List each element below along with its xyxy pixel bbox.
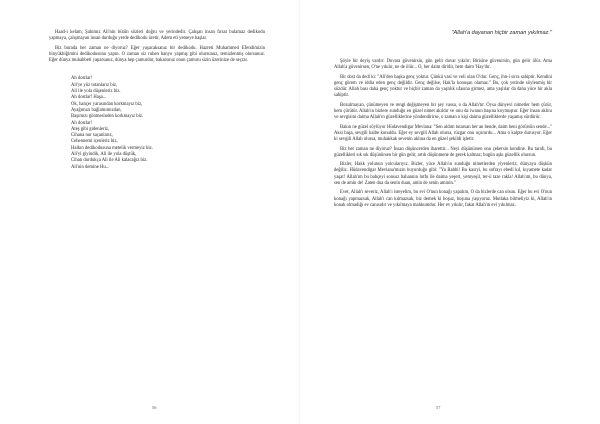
- paragraph: Biz her zaman ne diyoruz? İnsan düşüncerden ibarettir... Neyi düşünürsen onu çekersin kendine. Bu tarafı, bu güzellikleri sık sık düşünürsen bir gün gelir, artık düşünmene de gerek kalmaz; bugün aşkı güzellik olursun.: [334, 146, 552, 158]
- chapter-title: "Allah'a dayanan hiçbir zaman yıkılmaz.": [451, 30, 552, 36]
- poem-line: Ali'yi giyindik, Ali ile yola düştük,: [71, 152, 137, 158]
- poem-line: Cehennemi içenleriz biz,: [71, 139, 118, 145]
- right-page-body: [334, 30, 552, 212]
- poem-line: Ali'nin demine Hu...: [71, 164, 110, 170]
- page-number: 56: [152, 405, 157, 410]
- paragraph: Bir dost da dedi ki: "Ali'den başka genç yoktur. Çünkü vasi ve veli olan O'dur. Genç, ihn-i sırra sahiptir. Kendini genç görem ve iddia eden genç değildir. Genç değilse, Hak'la konuşan olamaz." Bu, çok yerinde söylenmiş bir sözdür. Allah bası daha genç yoktur ve hiçbir zaman da yaşlılık ufasına girmez, ama yaşlılar da daha yüce bir akla sahiptir.: [334, 74, 552, 99]
- poem-line: Başımızı gönmesinden korkmayız biz.: [71, 114, 144, 120]
- poem: [71, 76, 265, 170]
- page-number: 57: [436, 405, 441, 410]
- left-page-body: [49, 30, 265, 171]
- poem-line: Halkın dedikodusuna metelik vermeyiz biz.: [71, 145, 153, 151]
- poem-line: Ah dostlar! Haşa...: [71, 95, 107, 101]
- poem-line: Ayağımızı bağlamımızdan,: [71, 107, 122, 113]
- poem-line: Ok, hançer yarasından korkmayız biz,: [71, 101, 143, 107]
- paragraph: Bizler, Hakk yolunun yolcularıyız. Bizler, yüce Allah'ın sunduğu nimetlerden yiyenleriz; dünyaya düşkün değiliz. Hüdavendigar Mevlana'mızın buyurduğu gibi: "Ya Rabbi! Bu kasryi, bu sofrayı ebedi kıl, kıyamete kadar yaşat! Allah'ım bu bahçeyi sonsuz bahannın lutfu ile daima yeşert, yemyeşil, ter-ü taze rakla! Allah'ım, bu dünya, sen de amin de! Zaten dua da senin duan, amin de senin aminin.": [334, 162, 552, 187]
- poem-line: Ateş gibi gidenleriz,: [71, 126, 110, 132]
- paragraph: Evet, Allah'ı severiz, Allah'ı isteyelim, bu evi O'nun konağı yapalım, O da bizlerde can olsun. Eğer bu evi O'nun konağı yapmazsak, Allah'ı can kılmazsak, biz demek ki boşuz, boşuna yaşıyoruz. Mutlaka bilmeliyiz ki, Allah'ın konak olmadığı ev canısıdır ve yıkılmaya mahkumdur. Her ev yıkılır, fakat Allah'ın evi yıkılmaz.: [334, 190, 552, 208]
- poem-line: Ah dostlar!: [71, 120, 93, 126]
- paragraph: Bozulmayan, çünümeyen ve rengi değişmeyen bir şey vassa, o da Allah'tır. Oysa dünyevi nimetler hem çürür, hem çürütür. Allah'ın bizlere sunduğu en güzel nimet akıldır ve onu da iwanın başına koymuştur. Eğer insan aklını ve sevgisini daima Allah'ın güzelliklerine yöndendirirse, o zaman o kişi daima güzelliklerde yaşamış sürdürür.: [334, 102, 552, 121]
- poem-line: Ali'ye yüz tutanlarız biz,: [71, 82, 118, 88]
- right-page: [300, 0, 600, 424]
- paragraph: Haad-i kelam, Şahımız Ali'nin bütün sözleri doğru ve yerindedir. Çalışan insan fırsat bulamaz dedikodu yapmaya, çalışmayan insan durduğu yerde dedikodu üretir, Adem eti yemeye başlar.: [49, 30, 265, 42]
- poem-line: Cihana nur saçanlarız,: [71, 133, 113, 139]
- poem-line: Cihan durdukça Ali ile Ali kalacağız biz.: [71, 158, 148, 164]
- paragraph: Şöyle bir deyiş vardır: Duvara güvenirsin, gün gelir duvar yıkılır; Birisine güvenirsin, gün gelir ölür. Ama Allah'a güvenirsen, O'ne yıkılır, ne de ölür... O, her daim diridir, hem daim 'Hay'dır.: [334, 59, 552, 71]
- poem-line: Ah dostlar!: [71, 76, 93, 82]
- paragraph: Bakın ne güzel söylüyor Hüdavendigar Mevlana: "Sen aldım tutarsan her an bende, daim beni görürsün sende..." Aksi başa, sevgili kalbe konuldu. Eğer ey sevgili Allah olursa, rüzgar onu uçururdu... Ama o kalpte durusyor. Eğer ki sevgili Allah olursa, muhakkak sevenin aklına da en güzel şekildi işletir.: [334, 124, 552, 143]
- paragraph: Biz burada her zaman ne diyoruz? Eğer yaşacaksanız bir dedikodu. Hazreti Muhammed Efendimizin binyükbiğimini dedikodusunu yapın. O zaman siz ruhen hanyo yapmış gibi olursunuz, temizlenmiş olursunuz. Eğer dünya muhabbeti yaparsanız, dünya hep çamurdur, bakarsınız onun çamuru sizin üzerinize de seçrar.: [49, 45, 265, 64]
- poem-line: Ali ile yola düşenleriz biz.: [71, 89, 121, 95]
